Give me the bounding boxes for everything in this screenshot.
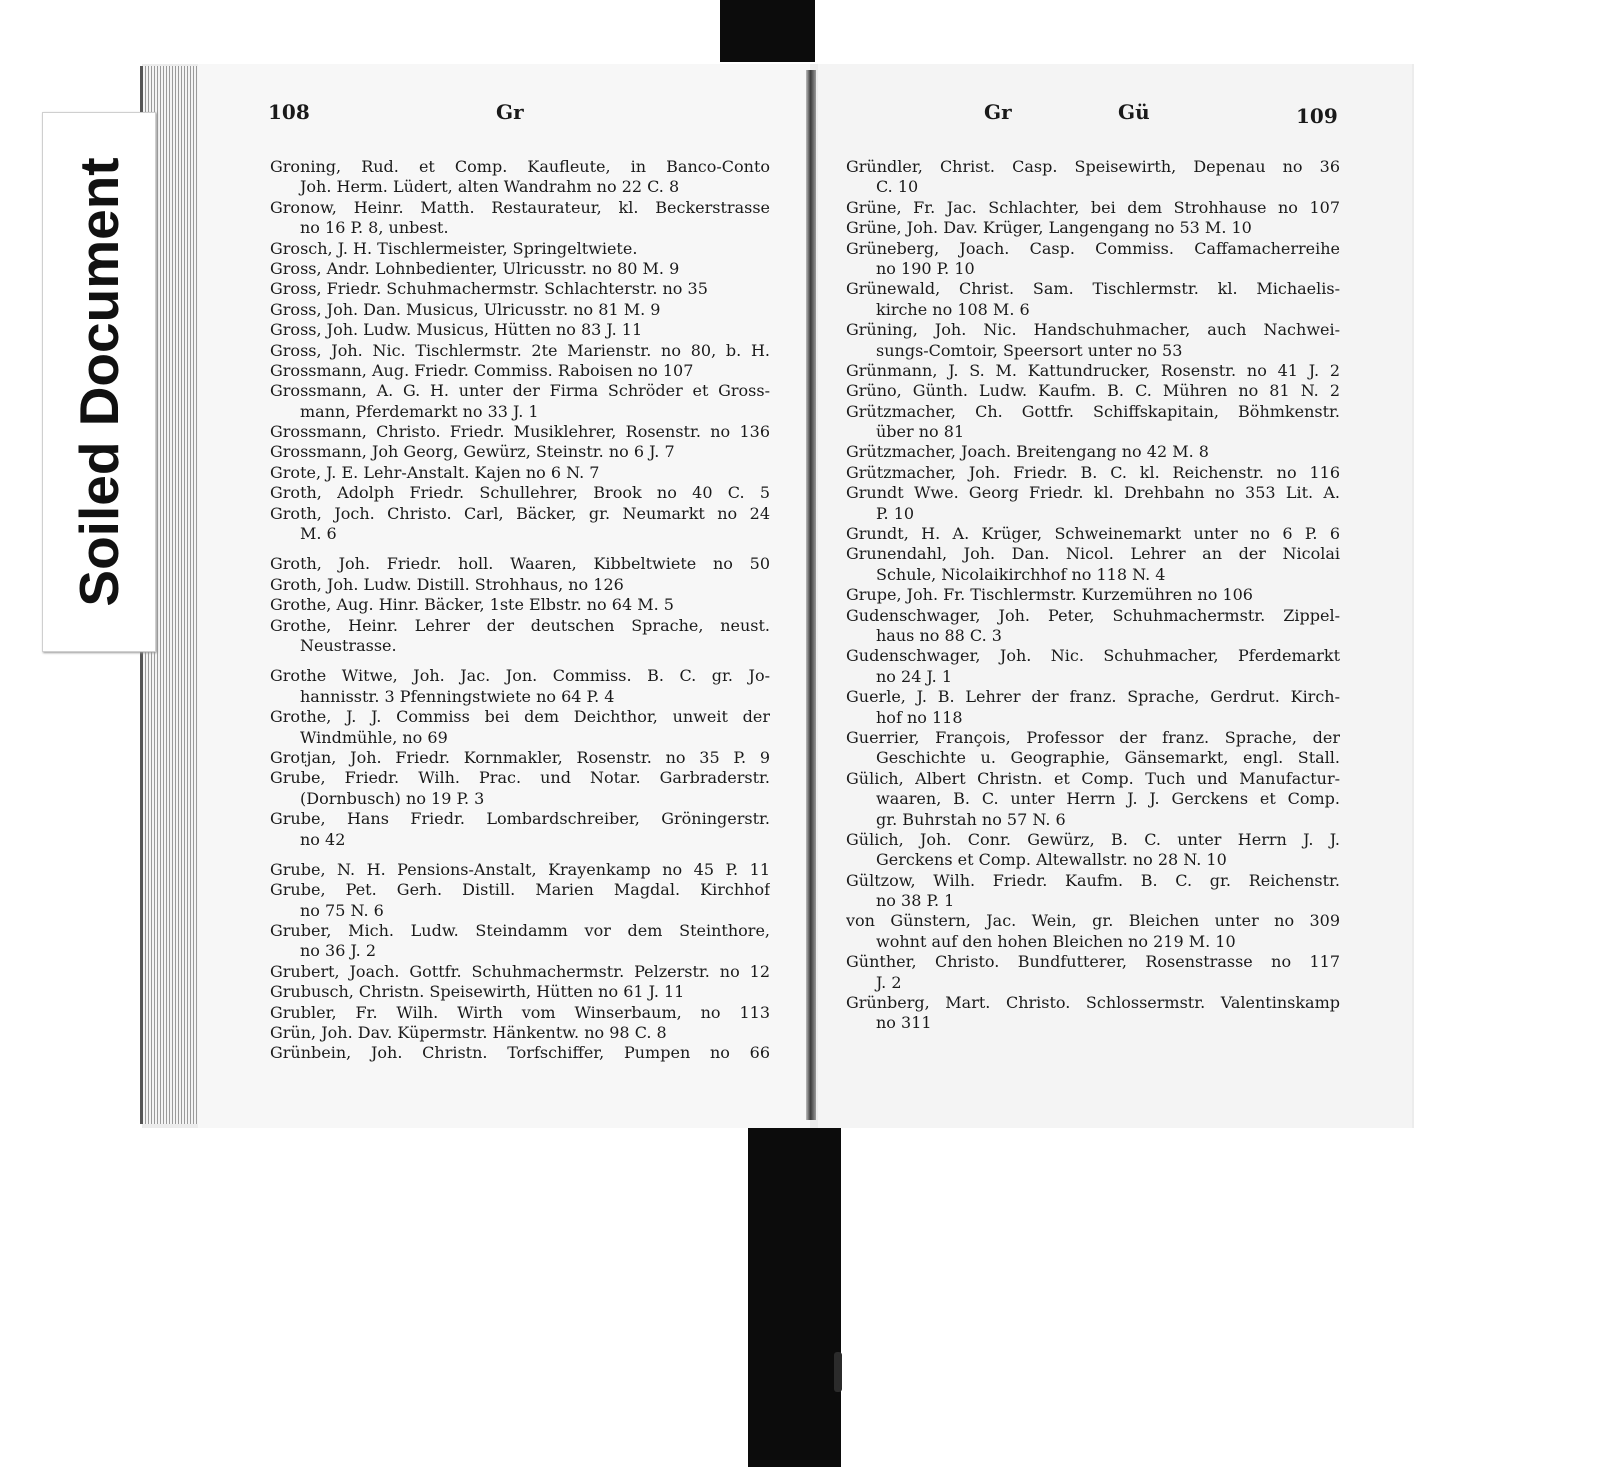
entry-line: Grubert, Joach. Gottfr. Schuhmachermstr. Pelzerstr. no 12 [270, 961, 770, 981]
entry-line: Grundt Wwe. Georg Friedr. kl. Drehbahn no 353 Lit. A. [846, 483, 1340, 503]
entry-continuation-line: sungs-Comtoir, Speersort unter no 53 [876, 340, 1183, 360]
entry-line: Grube, Hans Friedr. Lombardschreiber, Gröningerstr. [270, 809, 770, 829]
entry-continuation-line: Schule, Nicolaikirchhof no 118 N. 4 [876, 564, 1166, 584]
entry-line: Grothe, Aug. Hinr. Bäcker, 1ste Elbstr. no 64 M. 5 [270, 595, 674, 615]
entry-line: Grothe Witwe, Joh. Jac. Jon. Commiss. B. C. gr. Jo- [270, 666, 770, 686]
entry-line: Grube, N. H. Pensions-Anstalt, Krayenkamp no 45 P. 11 [270, 859, 770, 879]
entry-continuation-line: J. 2 [876, 972, 902, 992]
entry-line: Gudenschwager, Joh. Peter, Schuhmachermstr. Zippel- [846, 605, 1340, 625]
entry-continuation-line: wohnt auf den hohen Bleichen no 219 M. 10 [876, 931, 1236, 951]
entry-line: Grünbein, Joh. Christn. Torfschiffer, Pumpen no 66 [270, 1043, 770, 1063]
entry-line: Günther, Christo. Bundfutterer, Rosenstrasse no 117 [846, 952, 1340, 972]
entry-continuation-line: P. 10 [876, 503, 915, 523]
entry-line: Grunendahl, Joh. Dan. Nicol. Lehrer an der Nicolai [846, 544, 1340, 564]
entry-line: Grossmann, A. G. H. unter der Firma Schröder et Gross- [270, 381, 770, 401]
entry-line: Gruber, Mich. Ludw. Steindamm vor dem Steinthore, [270, 921, 770, 941]
entry-continuation-line: waaren, B. C. unter Herrn J. J. Gerckens et Comp. [876, 789, 1340, 809]
entry-line: Gülich, Joh. Conr. Gewürz, B. C. unter Herrn J. J. [846, 829, 1340, 849]
entry-continuation-line: no 24 J. 1 [876, 666, 952, 686]
entry-line: Grünberg, Mart. Christo. Schlossermstr. Valentinskamp [846, 993, 1340, 1013]
entry-line: Groth, Joch. Christo. Carl, Bäcker, gr. Neumarkt no 24 [270, 503, 770, 523]
entry-continuation-line: mann, Pferdemarkt no 33 J. 1 [300, 401, 539, 421]
entry-line: Grossmann, Joh Georg, Gewürz, Steinstr. no 6 J. 7 [270, 442, 675, 462]
entry-line: von Günstern, Jac. Wein, gr. Bleichen unter no 309 [846, 911, 1340, 931]
entry-line: Grothe, J. J. Commiss bei dem Deichthor, unweit der [270, 707, 770, 727]
entry-line: Grothe, Heinr. Lehrer der deutschen Sprache, neust. [270, 615, 770, 635]
right-page-header-right: Gü [1118, 100, 1150, 124]
entry-continuation-line: Geschichte u. Geographie, Gänsemarkt, engl. Stall. [876, 748, 1340, 768]
entry-line: Gross, Joh. Dan. Musicus, Ulricusstr. no 81 M. 9 [270, 299, 661, 319]
entry-line: Grossmann, Christo. Friedr. Musiklehrer, Rosenstr. no 136 [270, 422, 770, 442]
entry-line: Grube, Pet. Gerh. Distill. Marien Magdal. Kirchhof [270, 880, 770, 900]
entry-continuation-line: hof no 118 [876, 707, 963, 727]
entry-line: Groth, Joh. Ludw. Distill. Strohhaus, no 126 [270, 574, 624, 594]
entry-continuation-line: Gerckens et Comp. Altewallstr. no 28 N. 10 [876, 850, 1227, 870]
entry-continuation-line: Joh. Herm. Lüdert, alten Wandrahm no 22 C. 8 [300, 177, 680, 197]
entry-continuation-line: über no 81 [876, 422, 965, 442]
entry-line: Grubusch, Christn. Speisewirth, Hütten no 61 J. 11 [270, 982, 685, 1002]
entry-line: Gross, Friedr. Schuhmachermstr. Schlachterstr. no 35 [270, 279, 708, 299]
entry-continuation-line: Neustrasse. [300, 635, 397, 655]
entry-line: Gross, Andr. Lohnbedienter, Ulricusstr. no 80 M. 9 [270, 258, 680, 278]
entry-line: Gültzow, Wilh. Friedr. Kaufm. B. C. gr. Reichenstr. [846, 870, 1340, 890]
entry-continuation-line: no 36 J. 2 [300, 941, 376, 961]
entry-line: Gülich, Albert Christn. et Comp. Tuch und Manufactur- [846, 768, 1340, 788]
entry-line: Grützmacher, Ch. Gottfr. Schiffskapitain, Böhmkenstr. [846, 401, 1340, 421]
right-page-number: 109 [1296, 104, 1338, 128]
entry-continuation-line: no 311 [876, 1013, 932, 1033]
left-page-number: 108 [268, 100, 310, 124]
entry-line: Grosch, J. H. Tischlermeister, Springeltwiete. [270, 238, 638, 258]
entry-line: Grüne, Joh. Dav. Krüger, Langengang no 53 M. 10 [846, 218, 1252, 238]
entry-line: Gründler, Christ. Casp. Speisewirth, Depenau no 36 [846, 157, 1340, 176]
entry-line: Gross, Joh. Nic. Tischlermstr. 2te Marienstr. no 80, b. H. [270, 340, 770, 360]
left-page-header: Gr [496, 100, 524, 124]
binding-mark [834, 1352, 842, 1392]
entry-line: Grünewald, Christ. Sam. Tischlermstr. kl. Michaelis- [846, 279, 1340, 299]
entry-line: Guerle, J. B. Lehrer der franz. Sprache, Gerdrut. Kirch- [846, 687, 1340, 707]
entry-continuation-line: Windmühle, no 69 [300, 727, 448, 747]
entry-line: Groth, Adolph Friedr. Schullehrer, Brook no 40 C. 5 [270, 483, 770, 503]
entry-line: Grundt, H. A. Krüger, Schweinemarkt unter no 6 P. 6 [846, 524, 1340, 544]
line-gap [270, 850, 770, 860]
label-text: Soiled Document [68, 157, 130, 607]
entry-line: Grotjan, Joh. Friedr. Kornmakler, Rosenstr. no 35 P. 9 [270, 747, 770, 767]
entry-line: Grützmacher, Joh. Friedr. B. C. kl. Reichenstr. no 116 [846, 462, 1340, 482]
entry-line: Grupe, Joh. Fr. Tischlermstr. Kurzemühren no 106 [846, 585, 1253, 605]
entry-line: Groning, Rud. et Comp. Kaufleute, in Banco-Conto [270, 157, 770, 176]
soiled-document-label [42, 112, 156, 652]
entry-line: Grützmacher, Joach. Breitengang no 42 M. 8 [846, 442, 1209, 462]
entry-line: Gross, Joh. Ludw. Musicus, Hütten no 83 J. 11 [270, 320, 643, 340]
book-gutter [806, 70, 816, 1120]
right-page-entries [846, 157, 1340, 1034]
entry-continuation-line: C. 10 [876, 177, 919, 197]
entry-continuation-line: kirche no 108 M. 6 [876, 299, 1030, 319]
entry-line: Groth, Joh. Friedr. holl. Waaren, Kibbeltwiete no 50 [270, 554, 770, 574]
entry-line: Grubler, Fr. Wilh. Wirth vom Winserbaum, no 113 [270, 1002, 770, 1022]
entry-continuation-line: no 38 P. 1 [876, 891, 955, 911]
entry-line: Grube, Friedr. Wilh. Prac. und Notar. Garbraderstr. [270, 768, 770, 788]
entry-continuation-line: no 190 P. 10 [876, 258, 975, 278]
entry-continuation-line: no 42 [300, 829, 346, 849]
line-gap [270, 544, 770, 554]
entry-line: Guerrier, François, Professor der franz. Sprache, der [846, 727, 1340, 747]
entry-line: Grüneberg, Joach. Casp. Commiss. Caffamacherreihe [846, 238, 1340, 258]
entry-line: Grünmann, J. S. M. Kattundrucker, Rosenstr. no 41 J. 2 [846, 360, 1340, 380]
binding-strip-top [720, 0, 815, 62]
entry-continuation-line: haus no 88 C. 3 [876, 625, 1002, 645]
entry-continuation-line: no 75 N. 6 [300, 900, 384, 920]
entry-line: Grossmann, Aug. Friedr. Commiss. Raboisen no 107 [270, 360, 694, 380]
left-page-entries [270, 157, 770, 1064]
entry-line: Gudenschwager, Joh. Nic. Schuhmacher, Pferdemarkt [846, 646, 1340, 666]
entry-continuation-line: (Dornbusch) no 19 P. 3 [300, 788, 485, 808]
entry-continuation-line: gr. Buhrstah no 57 N. 6 [876, 809, 1066, 829]
entry-continuation-line: hannisstr. 3 Pfenningstwiete no 64 P. 4 [300, 686, 615, 706]
entry-continuation-line: no 16 P. 8, unbest. [300, 218, 449, 238]
binding-strip-bottom [748, 1128, 841, 1467]
entry-line: Gronow, Heinr. Matth. Restaurateur, kl. Beckerstrasse [270, 197, 770, 217]
entry-line: Grüne, Fr. Jac. Schlachter, bei dem Strohhause no 107 [846, 197, 1340, 217]
entry-continuation-line: M. 6 [300, 524, 337, 544]
right-page-header-left: Gr [984, 100, 1012, 124]
entry-line: Grote, J. E. Lehr-Anstalt. Kajen no 6 N. 7 [270, 462, 600, 482]
entry-line: Grüno, Günth. Ludw. Kaufm. B. C. Mühren no 81 N. 2 [846, 381, 1340, 401]
entry-line: Grün, Joh. Dav. Küpermstr. Hänkentw. no 98 C. 8 [270, 1023, 667, 1043]
line-gap [270, 656, 770, 666]
entry-line: Grüning, Joh. Nic. Handschuhmacher, auch Nachwei- [846, 320, 1340, 340]
